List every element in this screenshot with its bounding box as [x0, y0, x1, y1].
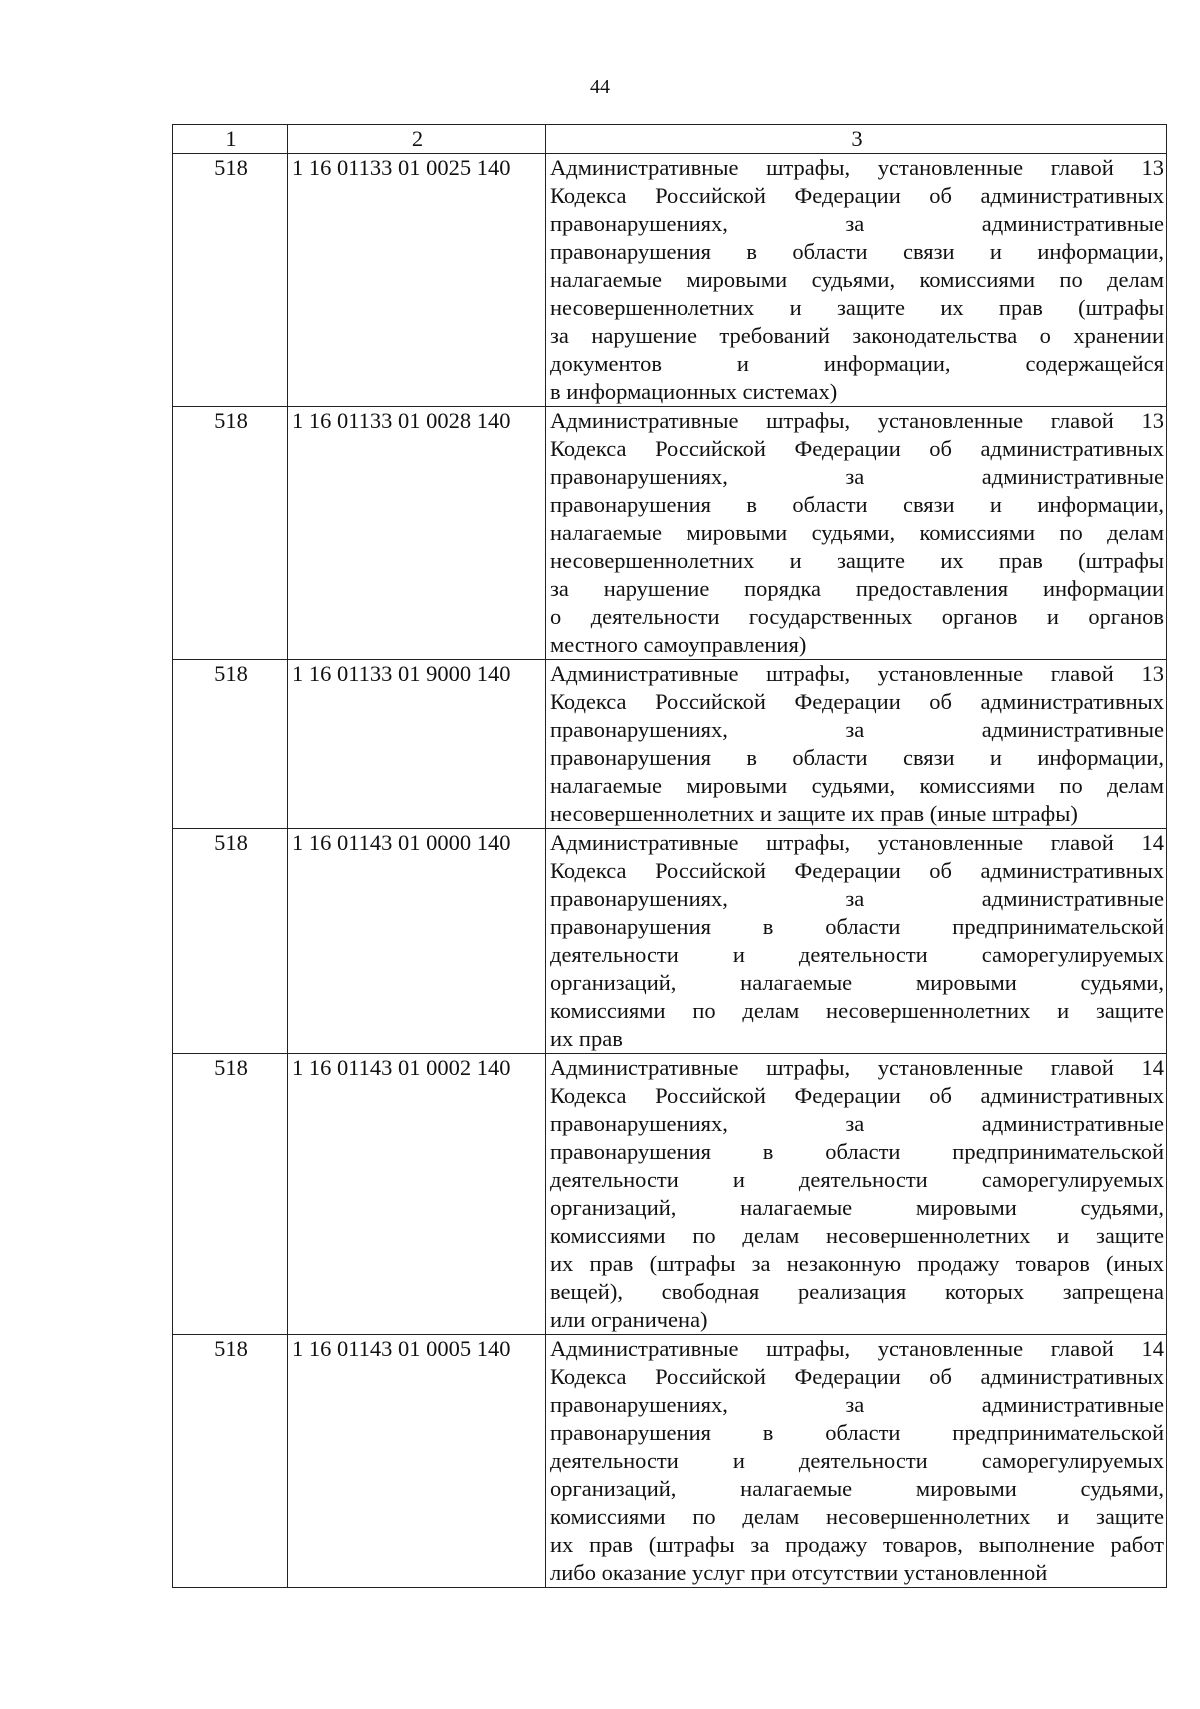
- description-line: Административные штрафы, установленные главой 13: [550, 408, 1164, 433]
- description-line: организаций, налагаемые мировыми судьями,: [550, 1195, 1164, 1220]
- description-line: правонарушения в области предпринимательской: [550, 1139, 1164, 1164]
- description-line: несовершеннолетних и защите их прав (штрафы: [550, 295, 1164, 320]
- description-line: либо оказание услуг при отсутствии установленной: [550, 1560, 1048, 1585]
- description-cell: [546, 1054, 1167, 1335]
- description-line: Кодекса Российской Федерации об административных: [550, 1364, 1164, 1389]
- description-line: правонарушениях, за административные: [550, 886, 1164, 911]
- table-row: [173, 1335, 1167, 1588]
- column-header-2: 2: [288, 125, 546, 154]
- budget-code-cell: 1 16 01133 01 0028 140: [288, 407, 546, 660]
- table-row: [173, 154, 1167, 407]
- budget-classification-table: [172, 124, 1167, 1588]
- description-line: комиссиями по делам несовершеннолетних и защите: [550, 1504, 1164, 1529]
- budget-code-cell: 1 16 01133 01 0025 140: [288, 154, 546, 407]
- admin-code-cell: 518: [173, 1054, 288, 1335]
- budget-code-cell: 1 16 01143 01 0000 140: [288, 829, 546, 1054]
- description-line: организаций, налагаемые мировыми судьями,: [550, 970, 1164, 995]
- admin-code-cell: 518: [173, 407, 288, 660]
- description-line: о деятельности государственных органов и органов: [550, 604, 1164, 629]
- description-cell: [546, 154, 1167, 407]
- description-line: правонарушения в области связи и информации,: [550, 239, 1164, 264]
- admin-code-cell: 518: [173, 660, 288, 829]
- description-line: несовершеннолетних и защите их прав (иные штрафы): [550, 801, 1078, 826]
- description-line: Административные штрафы, установленные главой 13: [550, 661, 1164, 686]
- description-line: организаций, налагаемые мировыми судьями,: [550, 1476, 1164, 1501]
- description-line: Административные штрафы, установленные главой 13: [550, 155, 1164, 180]
- description-line: Кодекса Российской Федерации об административных: [550, 689, 1164, 714]
- description-line: в информационных системах): [550, 379, 838, 404]
- description-line: Административные штрафы, установленные главой 14: [550, 1055, 1164, 1080]
- budget-code-cell: 1 16 01143 01 0005 140: [288, 1335, 546, 1588]
- budget-code-cell: 1 16 01143 01 0002 140: [288, 1054, 546, 1335]
- description-line: комиссиями по делам несовершеннолетних и защите: [550, 1223, 1164, 1248]
- description-line: правонарушения в области связи и информации,: [550, 745, 1164, 770]
- description-line: Кодекса Российской Федерации об административных: [550, 183, 1164, 208]
- description-line: Кодекса Российской Федерации об административных: [550, 1083, 1164, 1108]
- description-line: их прав: [550, 1026, 623, 1051]
- description-line: правонарушениях, за административные: [550, 1392, 1164, 1417]
- description-line: Административные штрафы, установленные главой 14: [550, 1336, 1164, 1361]
- description-line: или ограничена): [550, 1307, 708, 1332]
- description-line: несовершеннолетних и защите их прав (штрафы: [550, 548, 1164, 573]
- description-line: правонарушениях, за административные: [550, 717, 1164, 742]
- description-line: правонарушения в области предпринимательской: [550, 914, 1164, 939]
- column-header-1: 1: [173, 125, 288, 154]
- description-cell: [546, 660, 1167, 829]
- description-line: Кодекса Российской Федерации об административных: [550, 436, 1164, 461]
- description-line: Кодекса Российской Федерации об административных: [550, 858, 1164, 883]
- description-line: правонарушениях, за административные: [550, 211, 1164, 236]
- description-line: за нарушение порядка предоставления информации: [550, 576, 1164, 601]
- admin-code-cell: 518: [173, 829, 288, 1054]
- description-cell: [546, 1335, 1167, 1588]
- description-line: документов и информации, содержащейся: [550, 351, 1164, 376]
- description-line: деятельности и деятельности саморегулируемых: [550, 1167, 1164, 1192]
- table-row: [173, 660, 1167, 829]
- description-line: местного самоуправления): [550, 632, 807, 657]
- description-line: налагаемые мировыми судьями, комиссиями по делам: [550, 773, 1164, 798]
- description-line: деятельности и деятельности саморегулируемых: [550, 1448, 1164, 1473]
- description-line: налагаемые мировыми судьями, комиссиями по делам: [550, 520, 1164, 545]
- description-cell: [546, 829, 1167, 1054]
- description-line: правонарушениях, за административные: [550, 464, 1164, 489]
- description-line: их прав (штрафы за незаконную продажу товаров (иных: [550, 1251, 1164, 1276]
- table-row: [173, 407, 1167, 660]
- description-line: комиссиями по делам несовершеннолетних и защите: [550, 998, 1164, 1023]
- admin-code-cell: 518: [173, 154, 288, 407]
- description-line: деятельности и деятельности саморегулируемых: [550, 942, 1164, 967]
- description-line: их прав (штрафы за продажу товаров, выполнение работ: [550, 1532, 1164, 1557]
- table-header-row: [173, 125, 1167, 154]
- description-line: правонарушениях, за административные: [550, 1111, 1164, 1136]
- page-number: 44: [590, 76, 610, 98]
- description-line: за нарушение требований законодательства о хранении: [550, 323, 1164, 348]
- column-header-3: 3: [546, 125, 1167, 154]
- description-line: правонарушения в области предпринимательской: [550, 1420, 1164, 1445]
- description-line: вещей), свободная реализация которых запрещена: [550, 1279, 1164, 1304]
- description-line: налагаемые мировыми судьями, комиссиями по делам: [550, 267, 1164, 292]
- budget-code-cell: 1 16 01133 01 9000 140: [288, 660, 546, 829]
- description-line: правонарушения в области связи и информации,: [550, 492, 1164, 517]
- table-row: [173, 1054, 1167, 1335]
- description-cell: [546, 407, 1167, 660]
- table-row: [173, 829, 1167, 1054]
- description-line: Административные штрафы, установленные главой 14: [550, 830, 1164, 855]
- admin-code-cell: 518: [173, 1335, 288, 1588]
